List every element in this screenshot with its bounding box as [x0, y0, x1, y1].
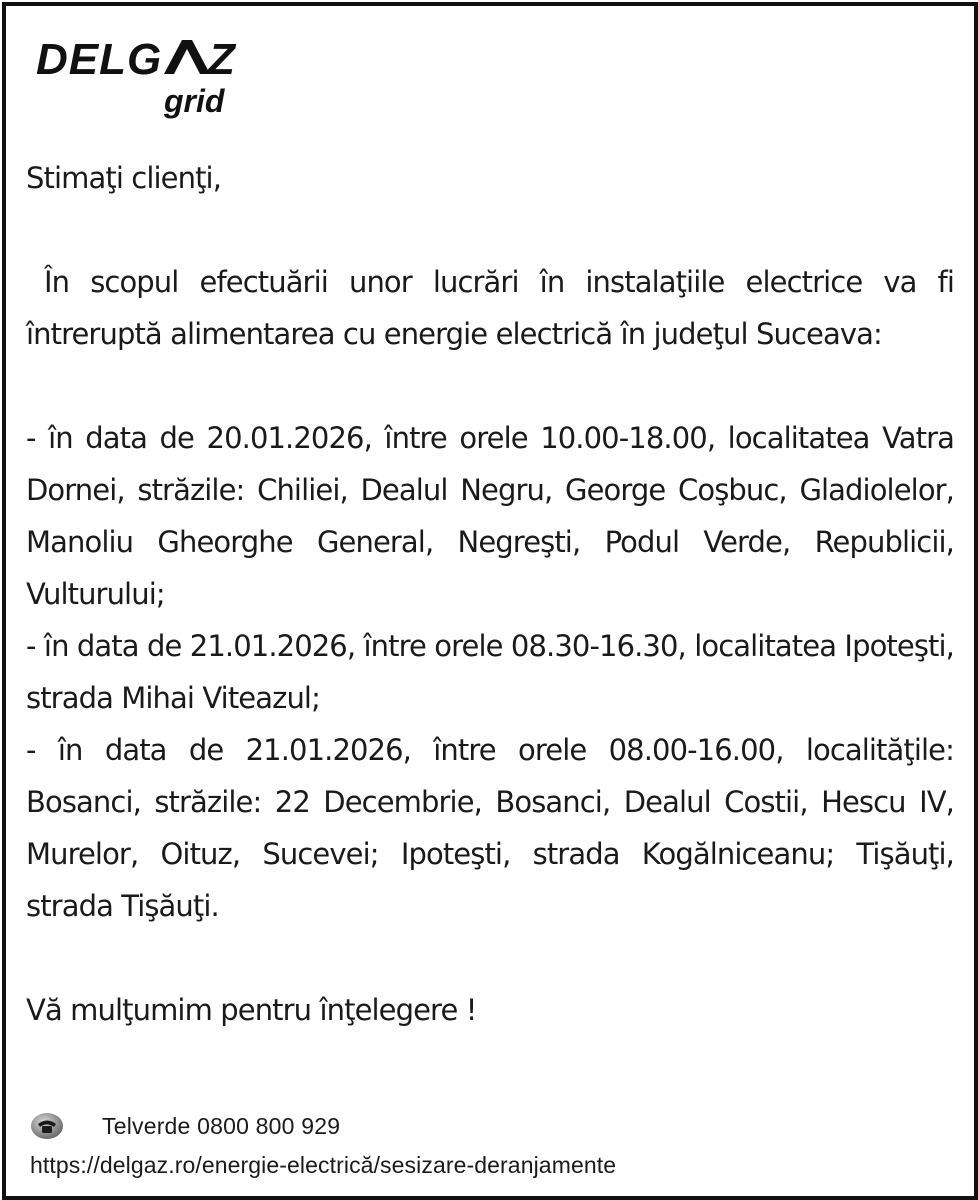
notice-frame — [2, 2, 978, 1200]
website-link[interactable]: https://delgaz.ro/energie-electrică/sesizare-deranjamente — [30, 1152, 617, 1178]
phone-number: Telverde 0800 800 929 — [102, 1112, 341, 1139]
greeting: Stimaţi clienţi, — [26, 161, 222, 195]
svg-text:Z: Z — [208, 36, 235, 84]
outage-item-ipotesti: - în data de 21.01.2026, între orele 08.30-16.30, localitatea Ipoteşti, strada Mihai Viteazul; — [26, 629, 954, 715]
svg-text:DELG: DELG — [36, 36, 163, 84]
delgaz-grid-logo — [36, 36, 266, 122]
closing-line: Vă mulţumim pentru înţelegere ! — [26, 993, 477, 1027]
contact-footer — [30, 1108, 616, 1179]
outage-item-bosanci: - în data de 21.01.2026, între orele 08.00-16.00, localităţile: Bosanci, străzile: 22 Decembrie, Bosanci, Dealul Costii, Hescu IV, Murelor, Oituz, Sucevei; Ipoteşti, strada Kogălniceanu; Tişăuţi, strada Tişăuţi. — [26, 733, 954, 923]
telephone-icon — [30, 1109, 64, 1143]
svg-text:grid: grid — [164, 83, 225, 119]
outage-item-vatra-dornei: - în data de 20.01.2026, între orele 10.00-18.00, localitatea Vatra Dornei, străzile: Chiliei, Dealul Negru, George Coşbuc, Gladiolelor, Manoliu Gheorghe General, Negreşti, Podul Verde, Republicii, Vulturului; — [26, 421, 954, 611]
notice-body — [26, 152, 954, 1036]
intro-paragraph: În scopul efectuării unor lucrări în instalaţiile electrice va fi întreruptă alimentarea cu energie electrică în judeţul Suceava: — [26, 265, 954, 351]
